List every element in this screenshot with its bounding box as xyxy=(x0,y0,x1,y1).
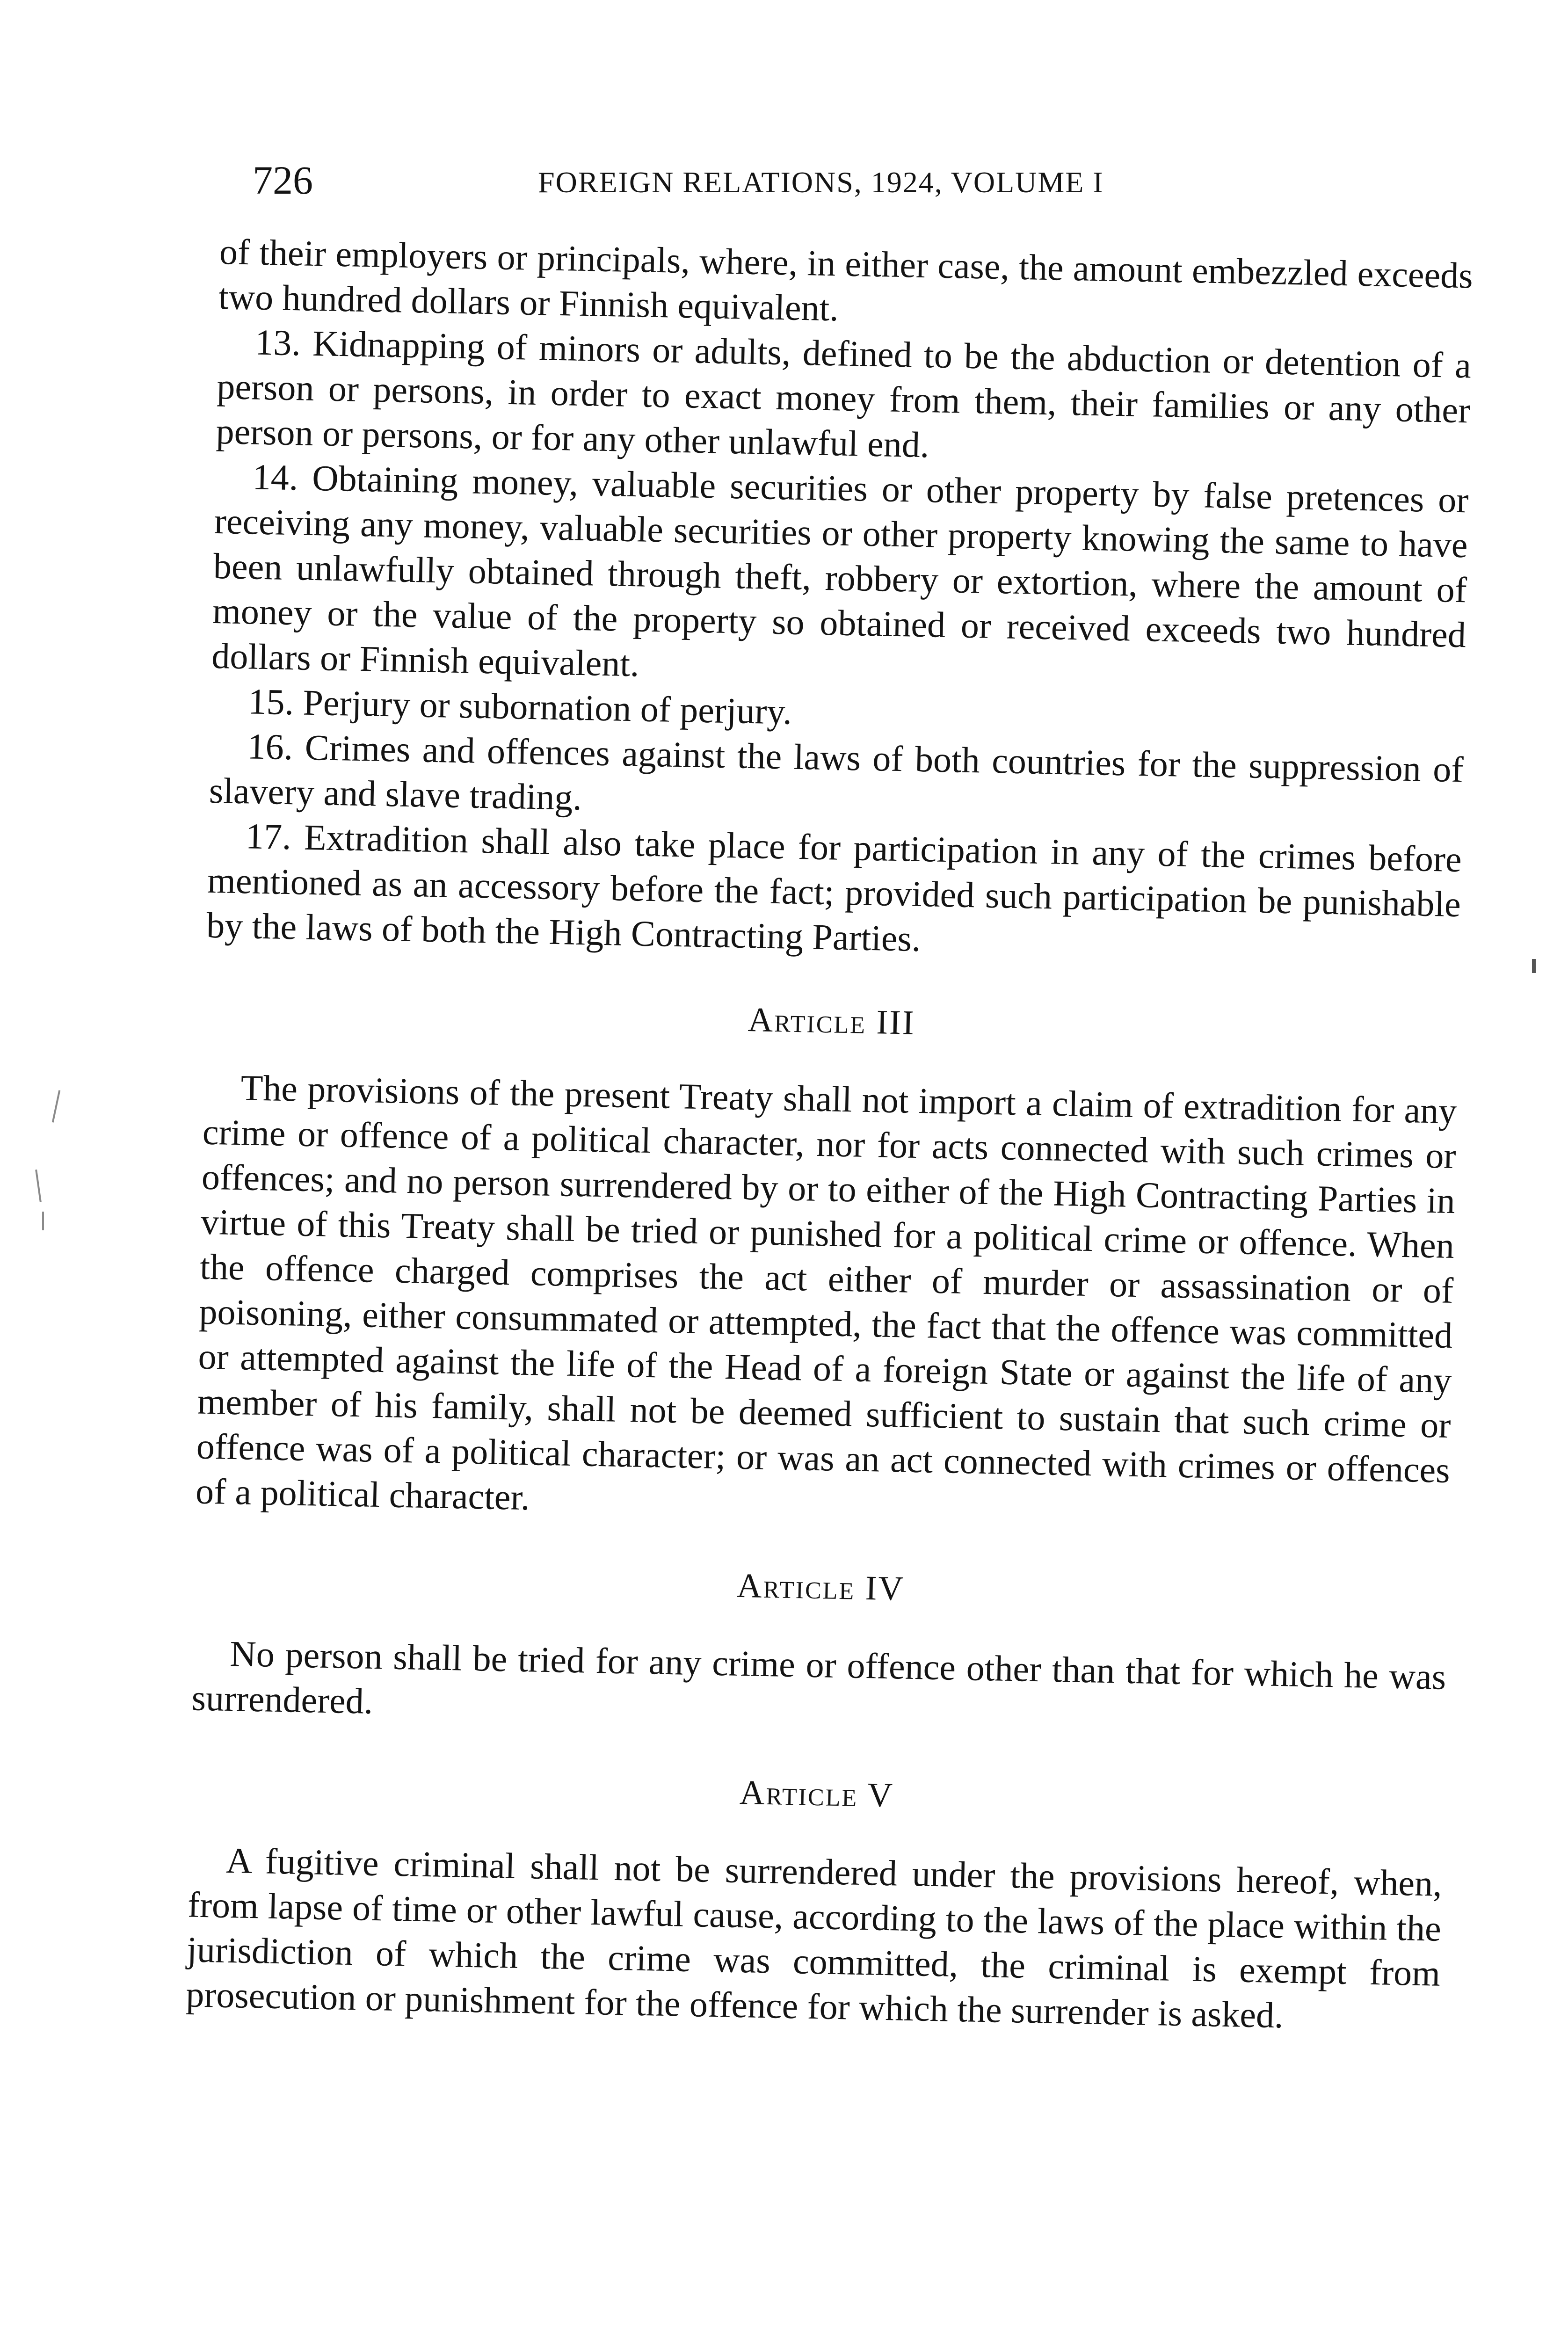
margin-mark xyxy=(35,1170,42,1202)
paragraph-item-16: 16. Crimes and offences against the laws of both countries for the suppression of slavery and slave trading. xyxy=(209,726,1464,818)
paragraph-item-15: 15. Perjury or subornation of perjury. xyxy=(247,681,792,732)
article-3-text: The provisions of the present Treaty shall not import a claim of extradition for any crime or offence of a political character, nor for acts connected with such crimes or offences; and no person surrendered by or to either of the High Contracting Parties in virtue of this Treaty shall be tried or punished for a political crime or offence. When the offence charged comprises the act either of murder or assassination or of poisoning, either consummated or attempted, the fact that the offence was committed or attempted against the life of the Head of a foreign State or against the life of any member of his family, shall not be deemed sufficient to sustain that such crime or offence was of a political character; or was an act connected with crimes or offences of a political character. xyxy=(195,1067,1458,1518)
body-text xyxy=(186,229,1474,2041)
paragraph-continuation: of their employers or principals, where, in either case, the amount embezzled exceeds two hundred dollars or Finnish equivalent. xyxy=(218,231,1474,329)
paragraph-item-13: 13. Kidnapping of minors or adults, defined to be the abduction or detention of a person or persons, in order to exact money from them, their families or any other person or persons, or for any other unlawful end. xyxy=(215,321,1472,465)
margin-mark xyxy=(52,1090,60,1122)
margin-mark xyxy=(1532,959,1536,973)
paragraph-item-14: 14. Obtaining money, valuable securities or other property by false pretences or receiving any money, valuable securities or other property knowing the same to have been unlawfully obtained through theft, robbery or extortion, where the amount of money or the value of the property so obtained or received exceeds two hundred dollars or Finnish equivalent. xyxy=(211,456,1469,684)
article-3-heading: Article III xyxy=(748,1000,916,1042)
article-5-text: A fugitive criminal shall not be surrendered under the provisions hereof, when, from lapse of time or other lawful cause, according to the laws of the place within the jurisdiction of which the crime was committed, the criminal is exempt from prosecution or punishment for the offence for which the surrender is asked. xyxy=(185,1839,1443,2036)
article-5-heading: Article V xyxy=(739,1773,894,1815)
running-head xyxy=(253,154,1455,206)
page-number: 726 xyxy=(253,158,313,203)
article-4-text: No person shall be tried for any crime or offence other than that for which he was surrendered. xyxy=(191,1633,1446,1722)
margin-mark xyxy=(42,1212,44,1230)
paragraph-item-17: 17. Extradition shall also take place for participation in any of the crimes before mentioned as an accessory before the fact; provided such participation be punishable by the laws of both the High Contracting Parties. xyxy=(206,815,1462,959)
article-4-heading: Article IV xyxy=(736,1566,905,1608)
running-title: FOREIGN RELATIONS, 1924, VOLUME I xyxy=(538,166,1104,199)
